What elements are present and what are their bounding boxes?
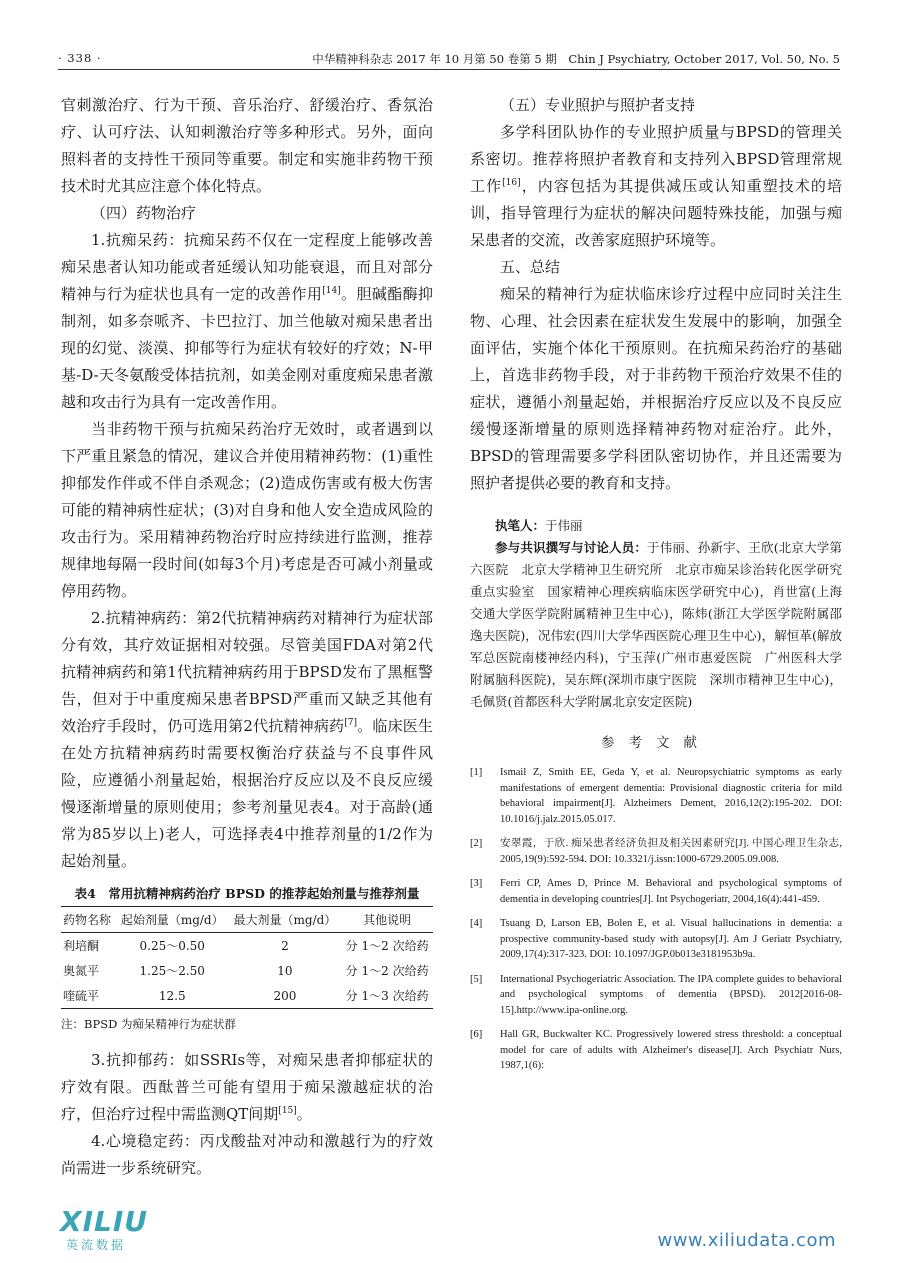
journal-citation: 中华精神科杂志 2017 年 10 月第 50 卷第 5 期 Chin J Psychiatry, October 2017, Vol. 50, No. 5 xyxy=(312,52,840,66)
table-header: 起始剂量（mg/d） xyxy=(116,907,229,933)
table-header: 药物名称 xyxy=(61,907,116,933)
writer-line xyxy=(470,515,842,537)
left-column xyxy=(61,92,433,1182)
contributors xyxy=(470,537,842,713)
section-heading: 五、总结 xyxy=(500,258,561,276)
section-heading: （五）专业照护与照护者支持 xyxy=(500,96,696,114)
table-cell: 10 xyxy=(277,963,293,978)
section-heading: （四）药物治疗 xyxy=(91,204,197,222)
paragraph: 2.抗精神病药：第2代抗精神病药对精神行为症状部分有效，其疗效证据相对较强。尽管美国FDA对第2代抗精神病药和第1代抗精神病药用于BPSD发布了黑框警告，但对于中重度痴呆患者BPSD严重而又缺乏其他有效治疗手段时，仍可选用第2代抗精神病药[7]。临床医生在处方抗精神病药时需要权衡治疗获益与不良事件风险，应遵循小剂量起始，根据治疗反应以及不良反应缓慢逐渐增量的原则使用；参考剂量见表4。对于高龄(通常为85岁以上)老人，可选择表4中推荐剂量的1/2作为起始剂量。 xyxy=(61,609,433,870)
paragraph: 官刺激治疗、行为干预、音乐治疗、舒缓治疗、香氛治疗、认可疗法、认知刺激治疗等多种形式。另外，面向照料者的支持性干预同等重要。制定和实施非药物干预技术时尤其应注意个体化特点。 xyxy=(61,96,433,195)
table-cell: 分 1～3 次给药 xyxy=(345,989,429,1003)
watermark-url[interactable]: www.xiliudata.com xyxy=(657,1230,836,1251)
reference-item: [3] Ferri CP, Ames D, Prince M. Behavioral and psychological symptoms of dementia in developing countries[J]. Int Psychogeriatr, 2004,16(4):441-459. xyxy=(470,878,842,905)
writer-name: 于伟丽 xyxy=(545,518,583,533)
table-row xyxy=(61,933,433,959)
paragraph: 4.心境稳定药：丙戊酸盐对冲动和激越行为的疗效尚需进一步系统研究。 xyxy=(61,1132,433,1177)
citation-ref[interactable]: [15] xyxy=(278,1106,297,1116)
citation-ref[interactable]: [16] xyxy=(502,178,521,188)
table-cell: 12.5 xyxy=(158,988,186,1003)
table-cell: 1.25～2.50 xyxy=(139,964,205,978)
contributors-label: 参与共识撰写与讨论人员： xyxy=(495,540,648,555)
logo-subtitle: 英流数据 xyxy=(66,1238,127,1252)
paragraph: 痴呆的精神行为症状临床诊疗过程中应同时关注生物、心理、社会因素在症状发生发展中的影响，加强全面评估，实施个体化干预原则。在抗痴呆药治疗的基础上，首选非药物手段，对于非药物干预治疗效果不佳的症状，遵循小剂量起始，并根据治疗反应以及不良反应缓慢逐渐增量的原则选择精神药物对症治疗。此外，BPSD的管理需要多学科团队密切协作，并且还需要为照护者提供必要的教育和支持。 xyxy=(470,285,842,492)
reference-item: [4] Tsuang D, Larson EB, Bolen E, et al. Visual hallucinations in dementia: a prospective community-based study with autopsy[J]. Am J Geriatr Psychiatry, 2009,17(4):317-323. DOI: 10.1097/JGP.0b013e3181953b9a. xyxy=(470,918,842,960)
writer-label: 执笔人： xyxy=(495,518,546,533)
reference-item: [2] 安翠霞，于欣. 痴呆患者经济负担及相关因素研究[J]. 中国心理卫生杂志, 2005,19(9):592-594. DOI: 10.3321/j.issn:1000-6729.2005.09.008. xyxy=(470,838,842,865)
table-header: 其他说明 xyxy=(341,907,433,933)
right-column xyxy=(470,92,842,1083)
table-cell: 利培酮 xyxy=(63,939,100,953)
table-cell: 0.25～0.50 xyxy=(139,939,205,953)
running-header xyxy=(58,49,840,70)
table-cell: 200 xyxy=(273,988,297,1003)
table-cell: 分 1～2 次给药 xyxy=(345,964,429,978)
reference-item: [6] Hall GR, Buckwalter KC. Progressively lowered stress threshold: a conceptual model for care of adults with Alzheimer's disease[J]. Arch Psychiatr Nurs, 1987,1(6): xyxy=(470,1029,842,1071)
watermark-logo xyxy=(60,1205,180,1252)
paragraph: 当非药物干预与抗痴呆药治疗无效时，或者遇到以下严重且紧急的情况，建议合并使用精神药物：(1)重性抑郁发作伴或不伴自杀观念；(2)造成伤害或有极大伤害可能的精神病性症状；(3)对自身和他人安全造成风险的攻击行为。采用精神药物治疗时应持续进行监测，推荐规律地每隔一段时间(如每3个月)考虑是否可减小剂量或停用药物。 xyxy=(61,420,433,600)
table-cell: 奥氮平 xyxy=(63,964,100,978)
paragraph: 多学科团队协作的专业照护质量与BPSD的管理关系密切。推荐将照护者教育和支持列入BPSD管理常规工作[16]，内容包括为其提供减压或认知重塑技术的培训，指导管理行为症状的解决问题特殊技能，加强与痴呆患者的交流，改善家庭照护环境等。 xyxy=(470,123,842,249)
dosage-table xyxy=(61,906,433,1009)
citation-ref[interactable]: [7] xyxy=(344,718,358,728)
paragraph: 3.抗抑郁药：如SSRIs等，对痴呆患者抑郁症状的疗效有限。西酞普兰可能有望用于痴呆激越症状的治疗，但治疗过程中需监测QT间期[15]。 xyxy=(61,1051,433,1123)
table-note: 注：BPSD 为痴呆精神行为症状群 xyxy=(61,1017,236,1031)
table-cell: 分 1～2 次给药 xyxy=(345,939,429,953)
table-row xyxy=(61,983,433,1009)
table-cell: 2 xyxy=(281,938,289,953)
reference-item: [1] Ismail Z, Smith EE, Geda Y, et al. Neuropsychiatric symptoms as early manifestations of emergent dementia: Provisional diagnostic criteria for mild behavioral impairment[J]. Alzheimers Dement, 2016,12(2):195-202. DOI: 10.1016/j.jalz.2015.05.017. xyxy=(470,767,842,825)
page-number: · 338 · xyxy=(58,51,102,65)
table-caption: 表4 常用抗精神病药治疗 BPSD 的推荐起始剂量与推荐剂量 xyxy=(74,886,420,901)
references-title: 参考文献 xyxy=(601,735,711,751)
reference-list xyxy=(470,765,842,1074)
citation-ref[interactable]: [14] xyxy=(322,286,341,296)
table-cell: 喹硫平 xyxy=(63,989,100,1003)
table-header: 最大剂量（mg/d） xyxy=(229,907,342,933)
contributors-list: 于伟丽、孙新宇、王欣(北京大学第六医院 北京大学精神卫生研究所 北京市痴呆诊治转化医学研究重点实验室 国家精神心理疾病临床医学研究中心)，肖世富(上海交通大学医学院附属精神卫生中心)，陈炜(浙江大学医学院附属邵逸夫医院)，况伟宏(四川大学华西医院心理卫生中心)，解恒革(解放军总医院南楼神经内科)，宁玉萍(广州市惠爱医院 广州医科大学附属脑科医院)，吴东辉(深圳市康宁医院 深圳市精神卫生中心)，毛佩贤(首都医科大学附属北京安定医院) xyxy=(470,540,842,709)
paragraph: 1.抗痴呆药：抗痴呆药不仅在一定程度上能够改善痴呆患者认知功能或者延缓认知功能衰退，而且对部分精神与行为症状也具有一定的改善作用[14]。胆碱酯酶抑制剂，如多奈哌齐、卡巴拉汀、加兰他敏对痴呆患者出现的幻觉、淡漠、抑郁等行为症状有较好的疗效；N-甲基-D-天冬氨酸受体拮抗剂，如美金刚对重度痴呆患者激越和攻击行为具有一定改善作用。 xyxy=(61,231,433,411)
table-row xyxy=(61,958,433,983)
reference-item: [5] International Psychogeriatric Association. The IPA complete guides to behavioral and psychological symptoms of dementia (BPSD). 2012[2016-08-15].http://www.ipa-online.org. xyxy=(470,973,842,1016)
logo-mark: XILIU xyxy=(60,1205,149,1238)
